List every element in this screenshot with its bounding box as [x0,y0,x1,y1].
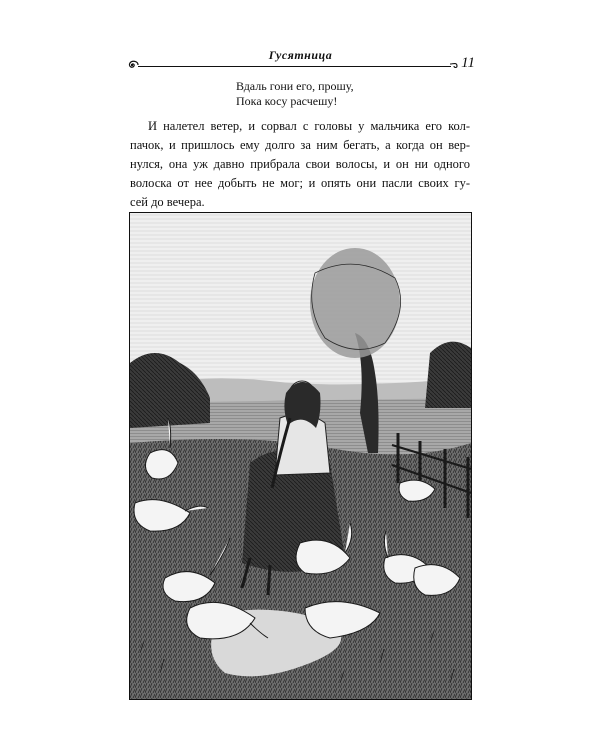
running-header [128,42,473,82]
header-rule [138,66,451,67]
engraving-picture [130,213,471,699]
chapter-title: Гусятница [268,48,333,62]
verse-line: Вдаль гони его, прошу, [236,79,354,93]
page-number: 11 [461,55,475,71]
text-line: пачок, и пришлось ему долго за ним бегать, а когда он вер- [130,138,470,152]
text-line: нулся, она уж давно прибрала свои волосы, и он ни одного [130,157,470,171]
goose-girl-engraving [129,212,472,700]
verse-line: Пока косу расчешу! [236,94,338,108]
paragraph [130,117,470,212]
text-line: сей до вечера. [130,195,205,209]
verse [236,79,354,109]
text-line: волоска от нее добыть не мог; и опять они пасли своих гу- [130,176,470,190]
far-right-trees [425,342,471,408]
text-line: И налетел ветер, и сорвал с головы у мальчика его кол- [148,119,470,133]
